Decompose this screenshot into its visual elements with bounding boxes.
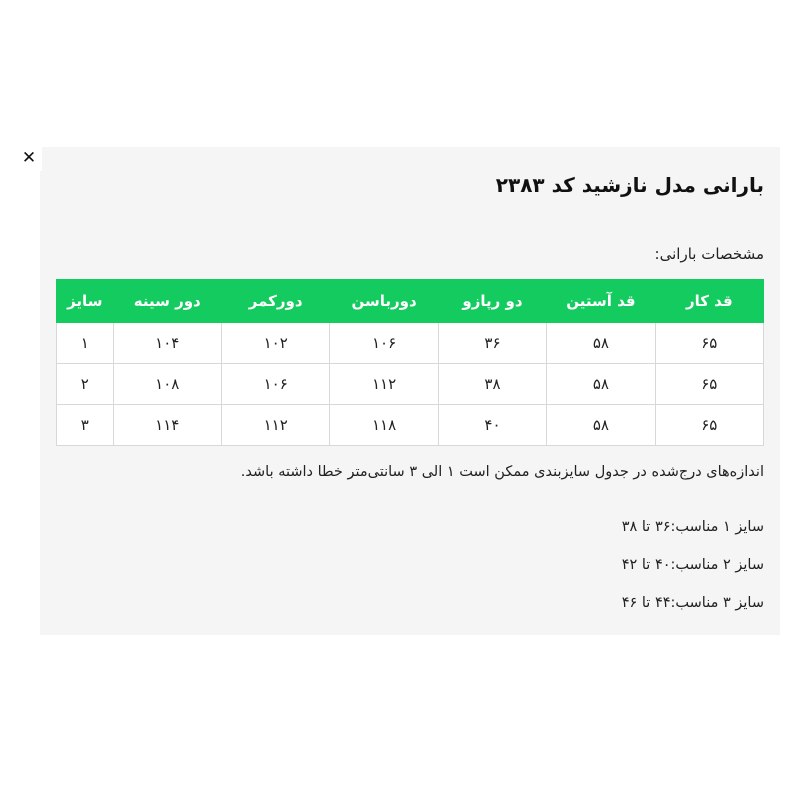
- table-row: [57, 364, 764, 405]
- list-item: سایز ۳ مناسب:۴۴ تا ۴۶: [621, 594, 764, 611]
- table-cell: ۱: [57, 323, 114, 364]
- table-cell: ۳۶: [438, 323, 546, 364]
- table-cell: ۱۰۶: [330, 323, 438, 364]
- table-cell: ۱۰۶: [221, 364, 329, 405]
- column-header: دور سینه: [113, 280, 221, 323]
- table-cell: ۵۸: [547, 323, 655, 364]
- table-cell: ۳۸: [438, 364, 546, 405]
- close-icon[interactable]: ✕: [16, 145, 42, 171]
- table-cell: ۴۰: [438, 405, 546, 446]
- column-header: دو رپازو: [438, 280, 546, 323]
- table-cell: ۱۰۲: [221, 323, 329, 364]
- page-title: بارانی مدل نازشید کد ۲۳۸۳: [495, 173, 764, 197]
- size-fit-list: [56, 519, 764, 611]
- table-row: [57, 405, 764, 446]
- list-item: سایز ۱ مناسب:۳۶ تا ۳۸: [621, 518, 764, 535]
- table-cell: ۵۸: [547, 364, 655, 405]
- table-cell: ۱۱۸: [330, 405, 438, 446]
- size-chart-table: [56, 279, 764, 446]
- table-cell: ۶۵: [655, 364, 763, 405]
- table-header-row: [57, 280, 764, 323]
- column-header: دورباسن: [330, 280, 438, 323]
- table-cell: ۶۵: [655, 405, 763, 446]
- table-cell: ۱۱۲: [221, 405, 329, 446]
- table-cell: ۱۰۴: [113, 323, 221, 364]
- column-header: دورکمر: [221, 280, 329, 323]
- table-cell: ۶۵: [655, 323, 763, 364]
- specs-subtitle: مشخصات بارانی:: [654, 245, 764, 263]
- list-item: سایز ۲ مناسب:۴۰ تا ۴۲: [621, 556, 764, 573]
- table-cell: ۱۱۴: [113, 405, 221, 446]
- column-header: سایز: [57, 280, 114, 323]
- column-header: قد آستین: [547, 280, 655, 323]
- measurement-tolerance-note: اندازه‌های درج‌شده در جدول سایزبندی ممکن است ۱ الی ۳ سانتی‌متر خطا داشته باشد.: [240, 464, 764, 480]
- column-header: قد کار: [655, 280, 763, 323]
- table-cell: ۱۰۸: [113, 364, 221, 405]
- table-cell: ۵۸: [547, 405, 655, 446]
- size-guide-modal: [40, 147, 780, 635]
- table-cell: ۳: [57, 405, 114, 446]
- table-cell: ۱۱۲: [330, 364, 438, 405]
- table-cell: ۲: [57, 364, 114, 405]
- table-row: [57, 323, 764, 364]
